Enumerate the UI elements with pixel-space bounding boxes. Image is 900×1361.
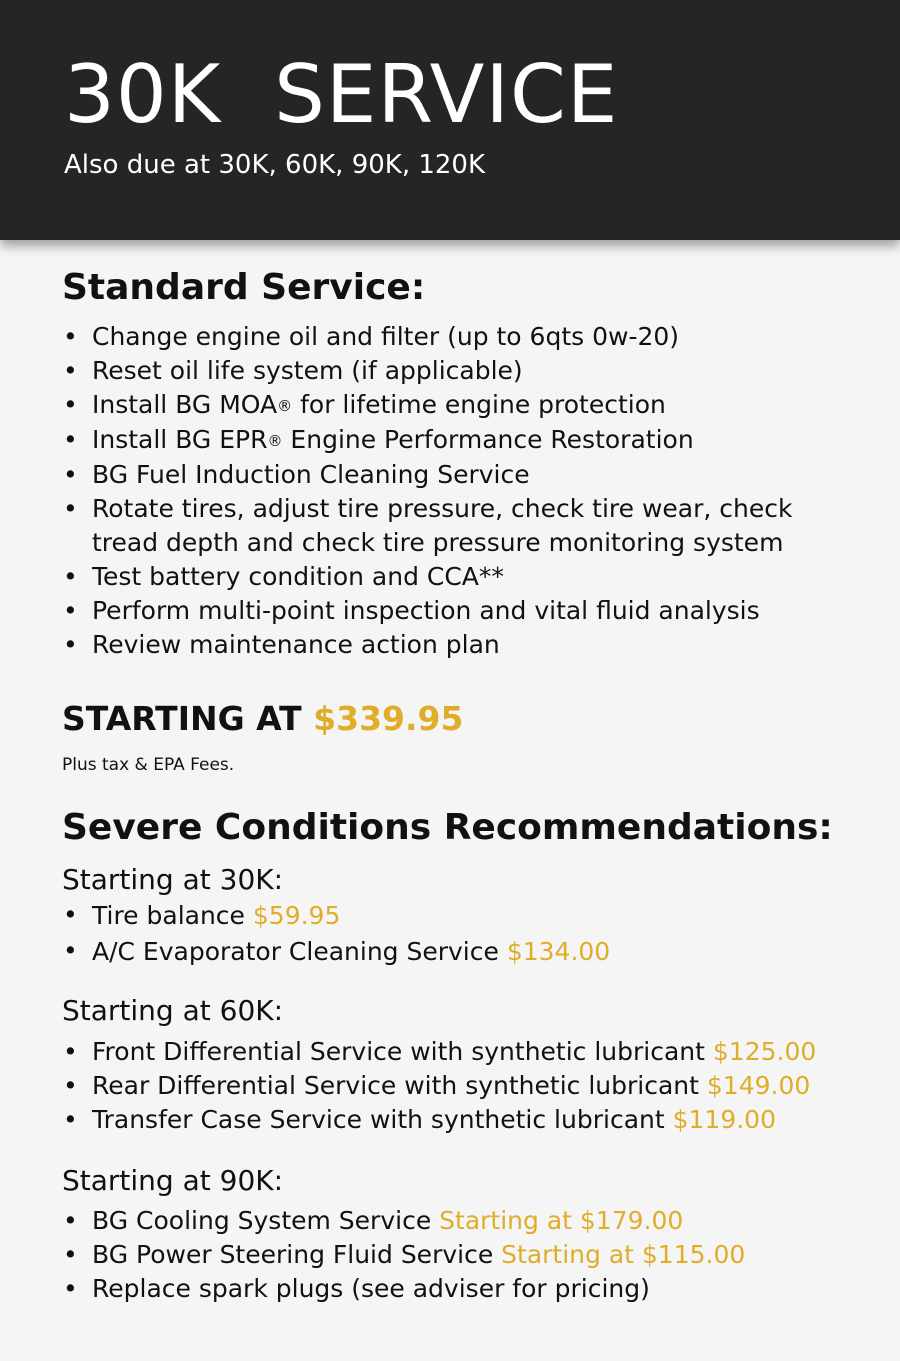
list-item: • Front Differential Service with synthetic lubricant $125.00 [62,1035,842,1069]
item-price: $134.00 [506,937,611,966]
list-item: • BG Fuel Induction Cleaning Service [62,458,842,492]
item-price: $59.95 [252,901,341,930]
severe-30k-list [62,898,842,970]
price-value: $339.95 [313,699,464,738]
list-item: • Perform multi-point inspection and vital fluid analysis [62,594,842,628]
page-title: 30K SERVICE [64,48,619,141]
list-item: • Review maintenance action plan [62,628,842,662]
list-item: • Test battery condition and CCA** [62,560,842,594]
item-price: $149.00 [706,1071,811,1100]
list-item: • Replace spark plugs (see adviser for pricing) [62,1272,842,1306]
registered-mark: ® [267,432,283,450]
list-item: • Change engine oil and filter (up to 6qts 0w-20) [62,320,842,354]
registered-mark: ® [277,397,293,415]
item-price: Starting at $115.00 [501,1240,746,1269]
standard-service-heading: Standard Service: [62,267,426,308]
item-price: $125.00 [712,1037,817,1066]
tax-note: Plus tax & EPA Fees. [62,755,235,775]
milestone-60k-label: Starting at 60K: [62,994,284,1027]
page-subtitle: Also due at 30K, 60K, 90K, 120K [64,150,486,180]
milestone-90k-label: Starting at 90K: [62,1164,284,1197]
list-item: • A/C Evaporator Cleaning Service $134.00 [62,934,842,970]
list-item: • Install BG MOA® for lifetime engine protection [62,388,842,423]
item-price: Starting at $179.00 [439,1206,684,1235]
severe-60k-list [62,1035,842,1137]
severe-conditions-heading: Severe Conditions Recommendations: [62,807,833,848]
starting-price [62,697,463,741]
list-item: • Reset oil life system (if applicable) [62,354,842,388]
item-price: $119.00 [672,1105,776,1134]
list-item: • Rear Differential Service with synthetic lubricant $149.00 [62,1069,842,1103]
list-item: • Install BG EPR® Engine Performance Restoration [62,423,842,458]
severe-90k-list [62,1204,842,1306]
list-item: • Tire balance $59.95 [62,898,842,934]
standard-service-list [62,320,842,662]
list-item: • Transfer Case Service with synthetic lubricant $119.00 [62,1103,842,1137]
list-item: • BG Power Steering Fluid Service Starting at $115.00 [62,1238,842,1272]
starting-at-label: STARTING AT [62,699,314,738]
list-item: • BG Cooling System Service Starting at $179.00 [62,1204,842,1238]
milestone-30k-label: Starting at 30K: [62,863,284,896]
list-item: • Rotate tires, adjust tire pressure, check tire wear, check tread depth and check tire pressure monitoring system [62,492,842,560]
header-banner [0,0,900,240]
